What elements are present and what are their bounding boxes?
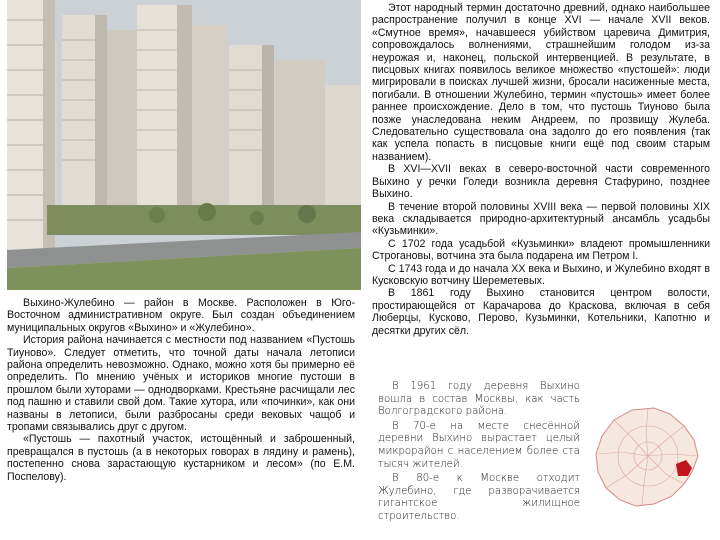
building xyxy=(192,25,227,210)
building xyxy=(275,60,325,210)
moscow-map xyxy=(592,404,704,510)
building-shadow xyxy=(95,15,107,215)
paragraph: С 1743 года и до начала XX века и Выхино, и Жулебино входят в Кусковскую вотчину Шереметевых. xyxy=(372,262,710,287)
building xyxy=(325,85,361,215)
left-text-column xyxy=(7,297,355,483)
building-shadow xyxy=(177,5,192,210)
building-shadow xyxy=(262,45,274,210)
tree xyxy=(149,207,165,223)
paragraph: В 1961 году деревня Выхино вошла в состав Москвы, как часть Волгоградского района. xyxy=(378,381,580,418)
right-text-column xyxy=(372,2,710,337)
paragraph: С 1702 года усадьбой «Кузьминки» владеют промышленники Строгановы, вотчина эта была подарена им Петром I. xyxy=(372,237,710,263)
district-photo xyxy=(7,0,361,290)
tree xyxy=(250,211,264,225)
building xyxy=(107,30,137,210)
paragraph: В 70-е на месте снесённой деревни Выхино вырастает целый микрорайон с населением более ста тысяч жителей. xyxy=(378,420,580,470)
paragraph: В течение второй половины XVIII века — первой половины XIX века складывается природно-архитектурный ансамбль усадьбы «Кузьминки». xyxy=(372,200,710,238)
district-photo-illustration xyxy=(7,0,361,290)
paragraph: В XVI—XVII веках в северо-восточной части современного Выхино у речки Голеди возникла деревня Стафурино, позднее Выхино. xyxy=(372,163,710,201)
paragraph: В 1861 году Выхино становится центром волости, простирающейся от Карачарова до Краскова, включая в себя Люберцы, Кусково, Перово, Кузьминки, Котельники, Капотню и десятки других сёл. xyxy=(372,287,710,337)
paragraph: Выхино-Жулебино — район в Москве. Расположен в Юго-Восточном административном округе. Был создан объединением муниципальных округов «Выхино» и «Жулебино». xyxy=(7,297,355,334)
paragraph: История района начинается с местности под названием «Пустошь Тиуново». Следует отметить, что точной даты начала летописи района определить невозможно. Однако, можно хотя бы примерно её определить. По мнению учёных и историков многие пустоши в прошлом были хуторами — однодворками. Крестьяне расчищали лес под пашню и ставили свой дом. Такие хутора, или «починки», как они названы в летописи, были разбросаны среди вековых чащоб и тропами связывались друг с другом. xyxy=(7,334,355,434)
paragraph: Этот народный термин достаточно древний, однако наибольшее распространение получил в конце XVI — начале XVII веков. «Смутное время», начавшееся убийством царевича Димитрия, сопровождалось волнениями, страшнейшим голодом из-за неурожая и, наконец, польской интервенцией. В результате, в писцовых книгах появилось великое множество «пустошей»: люди мигрировали в поисках лучшей жизни, бросали насиженные места, погибали. В отношении Жулебино, термин «пустошь» имеет более раннее происхождение. Дело в том, что пустошь Тиуново была позже унаследована неким Андреем, по прозвищу Жулеба. Следовательно существовала она задолго до его появления (так как успела попасть в писцовые книги ещё под своим старым названием). xyxy=(372,2,710,163)
tree xyxy=(298,205,316,223)
paragraph: В 80-е к Москве отходит Жулебино, где разворачивается гигантское жилищное строительство. xyxy=(378,473,580,522)
bottom-text-column xyxy=(378,381,580,526)
moscow-map-illustration xyxy=(592,404,704,510)
tree xyxy=(198,203,216,221)
paragraph: «Пустошь — пахотный участок, истощённый и заброшенный, превращался в пустошь (а в некоторых говорах в лядину и рамень), постепенно снова зарастающую кустарником и лесом» (по Е.М. Поспелову). xyxy=(7,433,355,483)
